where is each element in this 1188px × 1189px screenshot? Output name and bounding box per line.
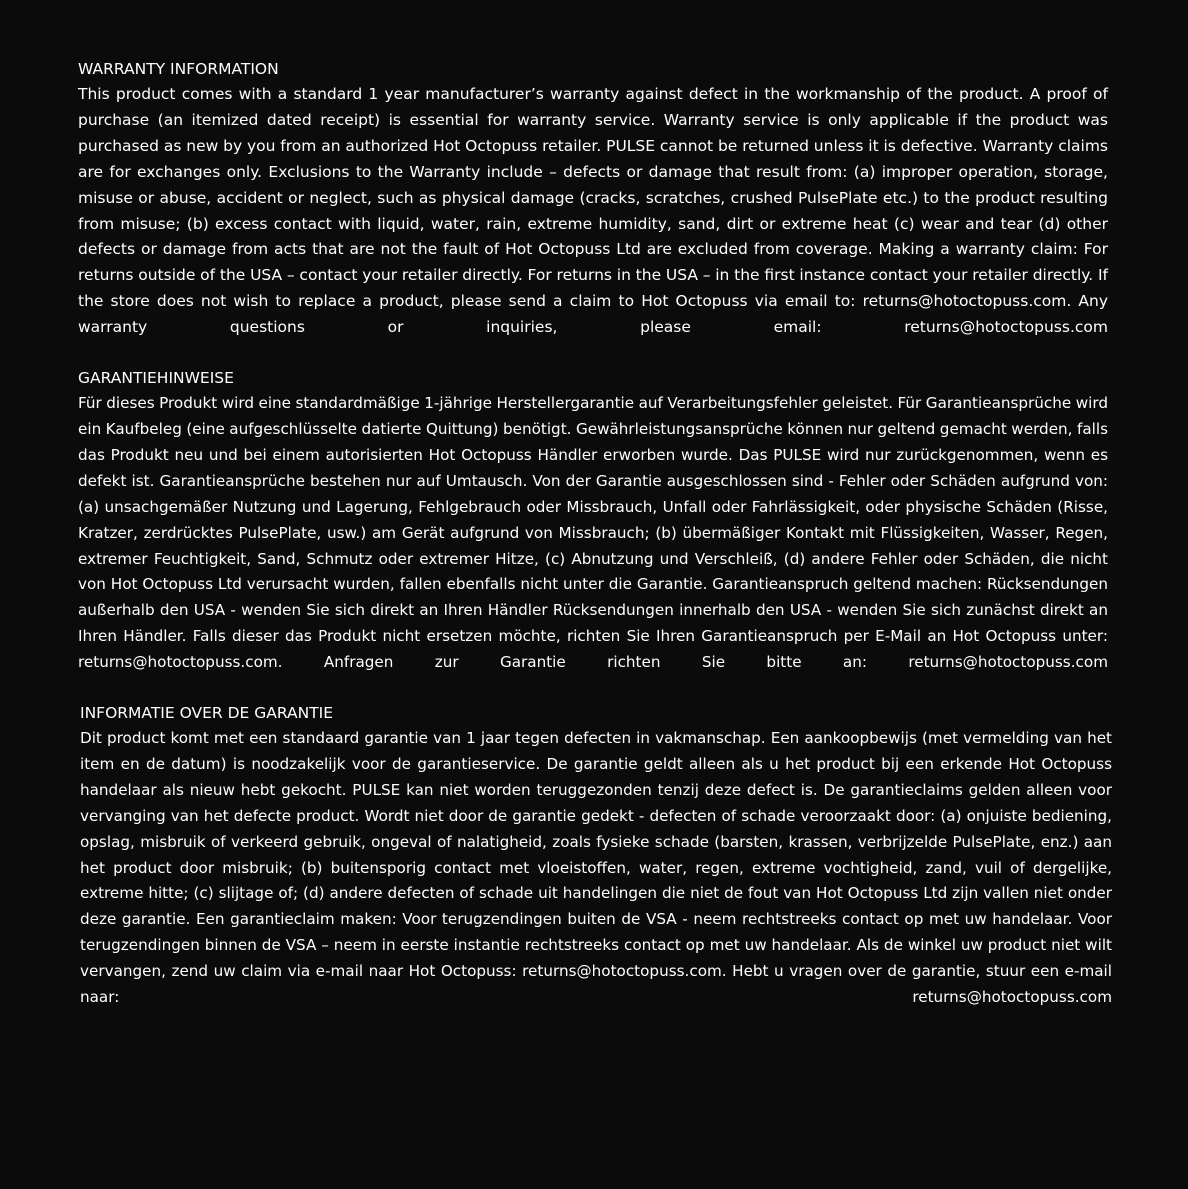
section-heading-english: WARRANTY INFORMATION — [78, 60, 279, 78]
section-heading-dutch: INFORMATIE OVER DE GARANTIE — [80, 704, 334, 723]
section-heading-german: GARANTIEHINWEISE — [78, 369, 234, 388]
section-body-dutch: Dit product komt met een standaard garantie van 1 jaar tegen defecten in vakmanschap. Een aankoopbewijs (met vermelding van het item en de datum) is noodzakelijk voor de garantieservice. De garantie geldt alleen als u het product bij een erkende Hot Octopuss handelaar als nieuw hebt gekocht. PULSE kan niet worden teruggezonden tenzij deze defect is. De garantieclaims gelden alleen voor vervanging van het defecte product. Wordt niet door de garantie gedekt - defecten of schade veroorzaakt door: (a) onjuiste bediening, opslag, misbruik of verkeerd gebruik, ongeval of nalatigheid, zoals fysieke schade (barsten, krassen, verbrijzelde PulsePlate, enz.) aan het product door misbruik; (b) buitensporig contact met vloeistoffen, water, regen, extreme vochtigheid, zand, vuil of dergelijke, extreme hitte; (c) slijtage of; (d) andere defecten of schade uit handelingen die niet de fout van Hot Octopuss Ltd zijn vallen niet onder deze garantie. Een garantieclaim maken: Voor terugzendingen buiten de VSA - neem rechtstreeks contact op met uw handelaar. Voor terugzendingen binnen de VSA – neem in eerste instantie rechtstreeks contact op met uw handelaar. Als de winkel uw product niet wilt vervangen, zend uw claim via e-mail naar Hot Octopuss: returns@hotoctopuss.com. Hebt u vragen over de garantie, stuur een e-mail naar: returns@hotoctopuss.com — [80, 729, 1112, 1007]
warranty-section-dutch — [78, 700, 1112, 1011]
warranty-section-english — [78, 56, 1108, 341]
warranty-document — [78, 56, 1112, 1011]
section-body-german: Für dieses Produkt wird eine standardmäßige 1-jährige Herstellergarantie auf Verarbeitungsfehler geleistet. Für Garantieansprüche wird ein Kaufbeleg (eine aufgeschlüsselte datierte Quittung) benötigt. Gewährleistungsansprüche können nur geltend gemacht werden, falls das Produkt neu und bei einem autorisierten Hot Octopuss Händler erworben wurde. Das PULSE wird nur zurückgenommen, wenn es defekt ist. Garantieansprüche bestehen nur auf Umtausch. Von der Garantie ausgeschlossen sind - Fehler oder Schäden aufgrund von: (a) unsachgemäßer Nutzung und Lagerung, Fehlgebrauch oder Missbrauch, Unfall oder Fahrlässigkeit, oder physische Schäden (Risse, Kratzer, zerdrücktes PulsePlate, usw.) am Gerät aufgrund von Missbrauch; (b) übermäßiger Kontakt mit Flüssigkeiten, Wasser, Regen, extremer Feuchtigkeit, Sand, Schmutz oder extremer Hitze, (c) Abnutzung und Verschleiß, (d) andere Fehler oder Schäden, die nicht von Hot Octopuss Ltd verursacht wurden, fallen ebenfalls nicht unter die Garantie. Garantieanspruch geltend machen: Rücksendungen außerhalb den USA - wenden Sie sich direkt an Ihren Händler Rücksendungen innerhalb den USA - wenden Sie sich zunächst direkt an Ihren Händler. Falls dieser das Produkt nicht ersetzen möchte, richten Sie Ihren Garantieanspruch per E-Mail an Hot Octopuss unter: returns@hotoctopuss.com. Anfragen zur Garantie richten Sie bitte an: returns@hotoctopuss.com — [78, 394, 1108, 672]
section-body-english: This product comes with a standard 1 year manufacturer’s warranty against defect in the workmanship of the product. A proof of purchase (an itemized dated receipt) is essential for warranty service. Warranty service is only applicable if the product was purchased as new by you from an authorized Hot Octopuss retailer. PULSE cannot be returned unless it is defective. Warranty claims are for exchanges only. Exclusions to the Warranty include – defects or damage that result from: (a) improper operation, storage, misuse or abuse, accident or neglect, such as physical damage (cracks, scratches, crushed PulsePlate etc.) to the product resulting from misuse; (b) excess contact with liquid, water, rain, extreme humidity, sand, dirt or extreme heat (c) wear and tear (d) other defects or damage from acts that are not the fault of Hot Octopuss Ltd are excluded from coverage. Making a warranty claim: For returns outside of the USA – contact your retailer directly. For returns in the USA – in the first instance contact your retailer directly. If the store does not wish to replace a product, please send a claim to Hot Octopuss via email to: returns@hotoctopuss.com. Any warranty questions or inquiries, please email: returns@hotoctopuss.com — [78, 85, 1108, 337]
warranty-section-german — [78, 365, 1108, 676]
